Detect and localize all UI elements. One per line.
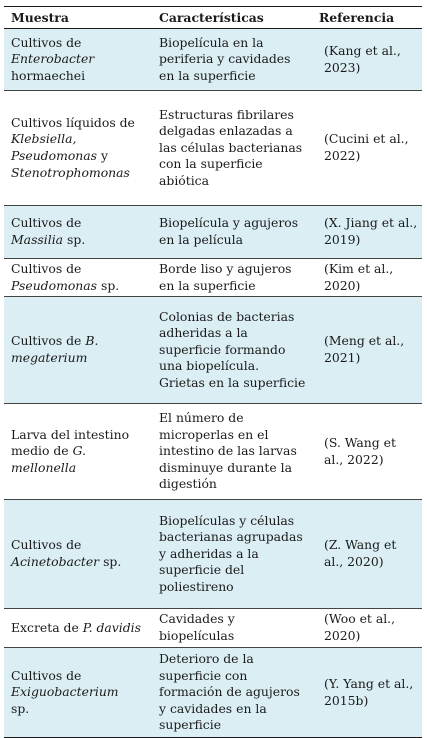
characteristics-cell: Biopelículas y células bacterianas agrupadas y adheridas a la superficie del poliestireno — [152, 500, 312, 609]
characteristics-table — [4, 6, 422, 738]
reference-cell: (Z. Wang et al., 2020) — [312, 500, 422, 609]
reference-cell: (Y. Yang et al., 2015b) — [312, 648, 422, 738]
reference-cell: (Woo et al., 2020) — [324, 611, 396, 643]
sample-cell: Cultivos de Acinetobacter sp. — [4, 500, 152, 609]
table-row — [4, 29, 422, 91]
reference-cell: (Kim et al., 2020) — [324, 260, 394, 293]
table-row — [4, 500, 422, 609]
sample-cell: Cultivos de Pseudomonas sp. — [11, 260, 120, 293]
header-muestra: Muestra — [4, 7, 152, 29]
reference-cell: (S. Wang et al., 2022) — [324, 434, 396, 467]
characteristics-cell: Biopelícula y agujeros en la película — [152, 206, 312, 259]
table-row — [4, 648, 422, 738]
table-row — [4, 206, 422, 259]
table-row — [4, 297, 422, 404]
table-row — [4, 91, 422, 206]
header-referencia: Referencia — [312, 7, 422, 29]
characteristics-cell: Borde liso y agujeros en la superficie — [159, 260, 292, 293]
characteristics-cell: Colonias de bacterias adheridas a la superficie formando una biopelícula. Grietas en la superficie — [152, 297, 312, 404]
reference-cell: (X. Jiang et al., 2019) — [312, 206, 422, 259]
characteristics-cell: Cavidades y biopelículas — [159, 611, 235, 643]
table-row — [4, 404, 422, 500]
table-row — [4, 609, 422, 648]
characteristics-cell: El número de microperlas en el intestino de las larvas disminuye durante la digestión — [159, 410, 297, 492]
sample-cell: Cultivos de B. megaterium — [4, 297, 152, 404]
sample-cell: Larva del intestino medio de G. mellonella — [11, 426, 130, 475]
sample-cell: Cultivos líquidos de Klebsiella, Pseudomonas y Stenotrophomonas — [11, 114, 135, 180]
header-row — [4, 7, 422, 29]
sample-cell: Cultivos de Massilia sp. — [4, 206, 152, 259]
sample-cell: Cultivos de Exiguobacterium sp. — [4, 648, 152, 738]
characteristics-cell: Deterioro de la superficie con formación de agujeros y cavidades en la superficie — [152, 648, 312, 738]
header-caracteristicas: Características — [152, 7, 312, 29]
characteristics-cell: Estructuras fibrilares delgadas enlazadas a las células bacterianas con la superficie abiótica — [159, 106, 303, 188]
reference-cell: (Kang et al., 2023) — [312, 29, 422, 91]
reference-cell: (Meng et al., 2021) — [312, 297, 422, 404]
sample-cell: Excreta de P. davidis — [11, 619, 142, 635]
sample-cell: Cultivos de Enterobacter hormaechei — [4, 29, 152, 91]
reference-cell: (Cucini et al., 2022) — [324, 131, 409, 163]
table-row — [4, 259, 422, 297]
characteristics-cell: Biopelícula en la periferia y cavidades en la superficie — [152, 29, 312, 91]
